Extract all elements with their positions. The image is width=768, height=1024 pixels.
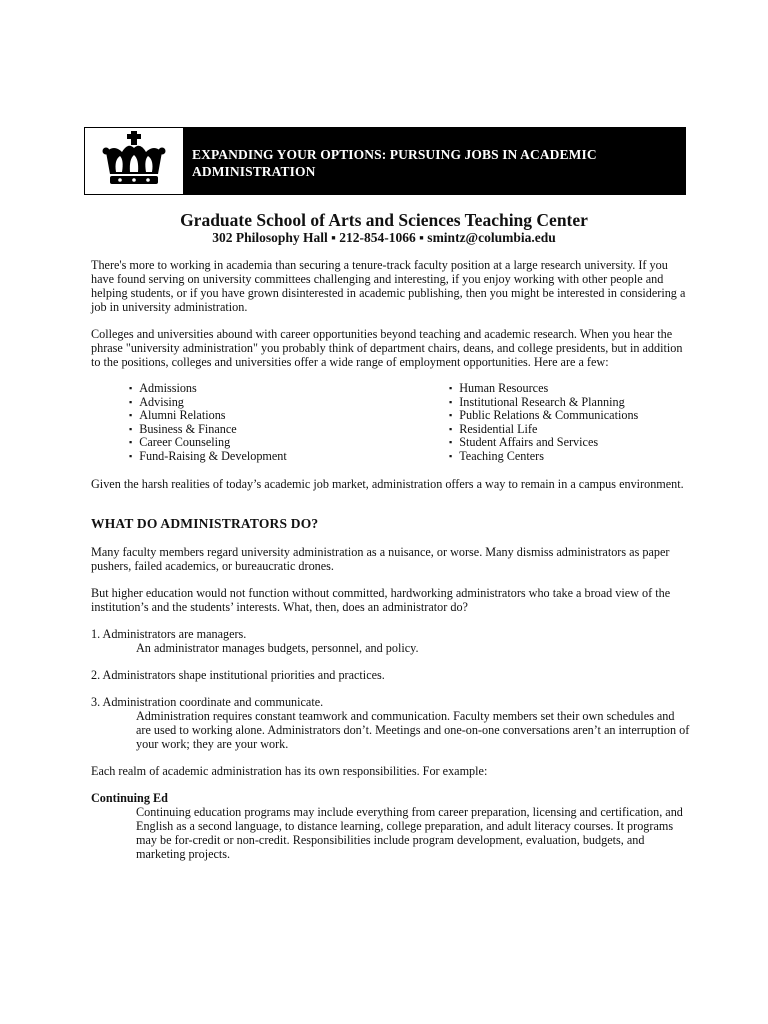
list-item: ▪ Fund-Raising & Development xyxy=(129,450,449,464)
section-paragraph-1: Many faculty members regard university administration as a nuisance, or worse. Many dismiss administrators as paper pushers, failed academics, or bureaucratic drones. xyxy=(91,544,670,573)
list-item: ▪ Student Affairs and Services xyxy=(449,436,689,450)
intro-paragraph-1: There's more to working in academia than securing a tenure-track faculty position at a large research university. If you have found serving on university committees challenging and interesting, if you enjoy working with other people and helping students, or if you have grown disinterested in academic publishing, then you might be interested in considering a job in university administration. xyxy=(91,258,686,314)
realm-paragraph: Each realm of academic administration has its own responsibilities. For example: xyxy=(91,763,488,778)
list-item: ▪ Career Counseling xyxy=(129,436,449,450)
numbered-item-1 xyxy=(91,627,691,655)
list-item: ▪ Residential Life xyxy=(449,423,689,437)
banner-title-line2: ADMINISTRATION xyxy=(192,164,316,179)
logo xyxy=(85,128,184,194)
numbered-item-3 xyxy=(91,695,691,751)
continuing-ed-text: Continuing education programs may include everything from career preparation, licensing and certification, and English as a second language, to distance learning, college preparation, and adult literacy courses. It programs may be for-credit or non-credit. Responsibilities include program development, evaluation, budgets, and marketing projects. xyxy=(136,804,683,861)
crown-icon xyxy=(102,130,166,192)
numbered-item-1-title: 1. Administrators are managers. xyxy=(91,626,247,641)
numbered-item-3-text: Administration requires constant teamwork and communication. Faculty members set their own schedules and are used to working alone. Administrators don’t. Meetings and one-on-one conversations aren’t an interruption of your work; they are your work. xyxy=(136,708,690,751)
banner-title xyxy=(184,128,685,194)
intro-paragraph-2: Colleges and universities abound with career opportunities beyond teaching and academic research. When you hear the phrase "university administration" you probably think of department chairs, deans, and college presidents, but in addition to the positions, colleges and universities offer a wide range of employment opportunities. Here are a few: xyxy=(91,327,683,369)
continuing-ed-heading: Continuing Ed xyxy=(91,790,168,805)
options-column-left xyxy=(129,382,449,464)
closing-paragraph: Given the harsh realities of today’s academic job market, administration offers a way to remain in a campus environment. xyxy=(91,476,684,491)
list-item: ▪ Admissions xyxy=(129,382,449,396)
header-banner xyxy=(84,127,686,195)
banner-title-line1: EXPANDING YOUR OPTIONS: PURSUING JOBS IN ACADEMIC xyxy=(192,147,597,162)
numbered-item-2-title: 2. Administrators shape institutional priorities and practices. xyxy=(91,667,385,682)
options-list xyxy=(91,382,691,464)
page-title: Graduate School of Arts and Sciences Teaching Center xyxy=(180,210,588,230)
list-item: ▪ Institutional Research & Planning xyxy=(449,396,689,410)
list-item: ▪ Business & Finance xyxy=(129,423,449,437)
list-item: ▪ Human Resources xyxy=(449,382,689,396)
section-paragraph-2: But higher education would not function without committed, hardworking administrators who take a broad view of the institution’s and the students’ interests. What, then, does an administrator do? xyxy=(91,585,671,614)
list-item: ▪ Teaching Centers xyxy=(449,450,689,464)
options-column-right xyxy=(449,382,689,464)
list-item: ▪ Alumni Relations xyxy=(129,409,449,423)
list-item: ▪ Public Relations & Communications xyxy=(449,409,689,423)
numbered-item-3-title: 3. Administration coordinate and communicate. xyxy=(91,694,324,709)
list-item: ▪ Advising xyxy=(129,396,449,410)
section-heading: WHAT DO ADMINISTRATORS DO? xyxy=(91,515,319,531)
contact-line: 302 Philosophy Hall ▪ 212-854-1066 ▪ smintz@columbia.edu xyxy=(212,230,556,245)
numbered-item-1-text: An administrator manages budgets, personnel, and policy. xyxy=(136,640,419,655)
document-body xyxy=(91,258,691,861)
